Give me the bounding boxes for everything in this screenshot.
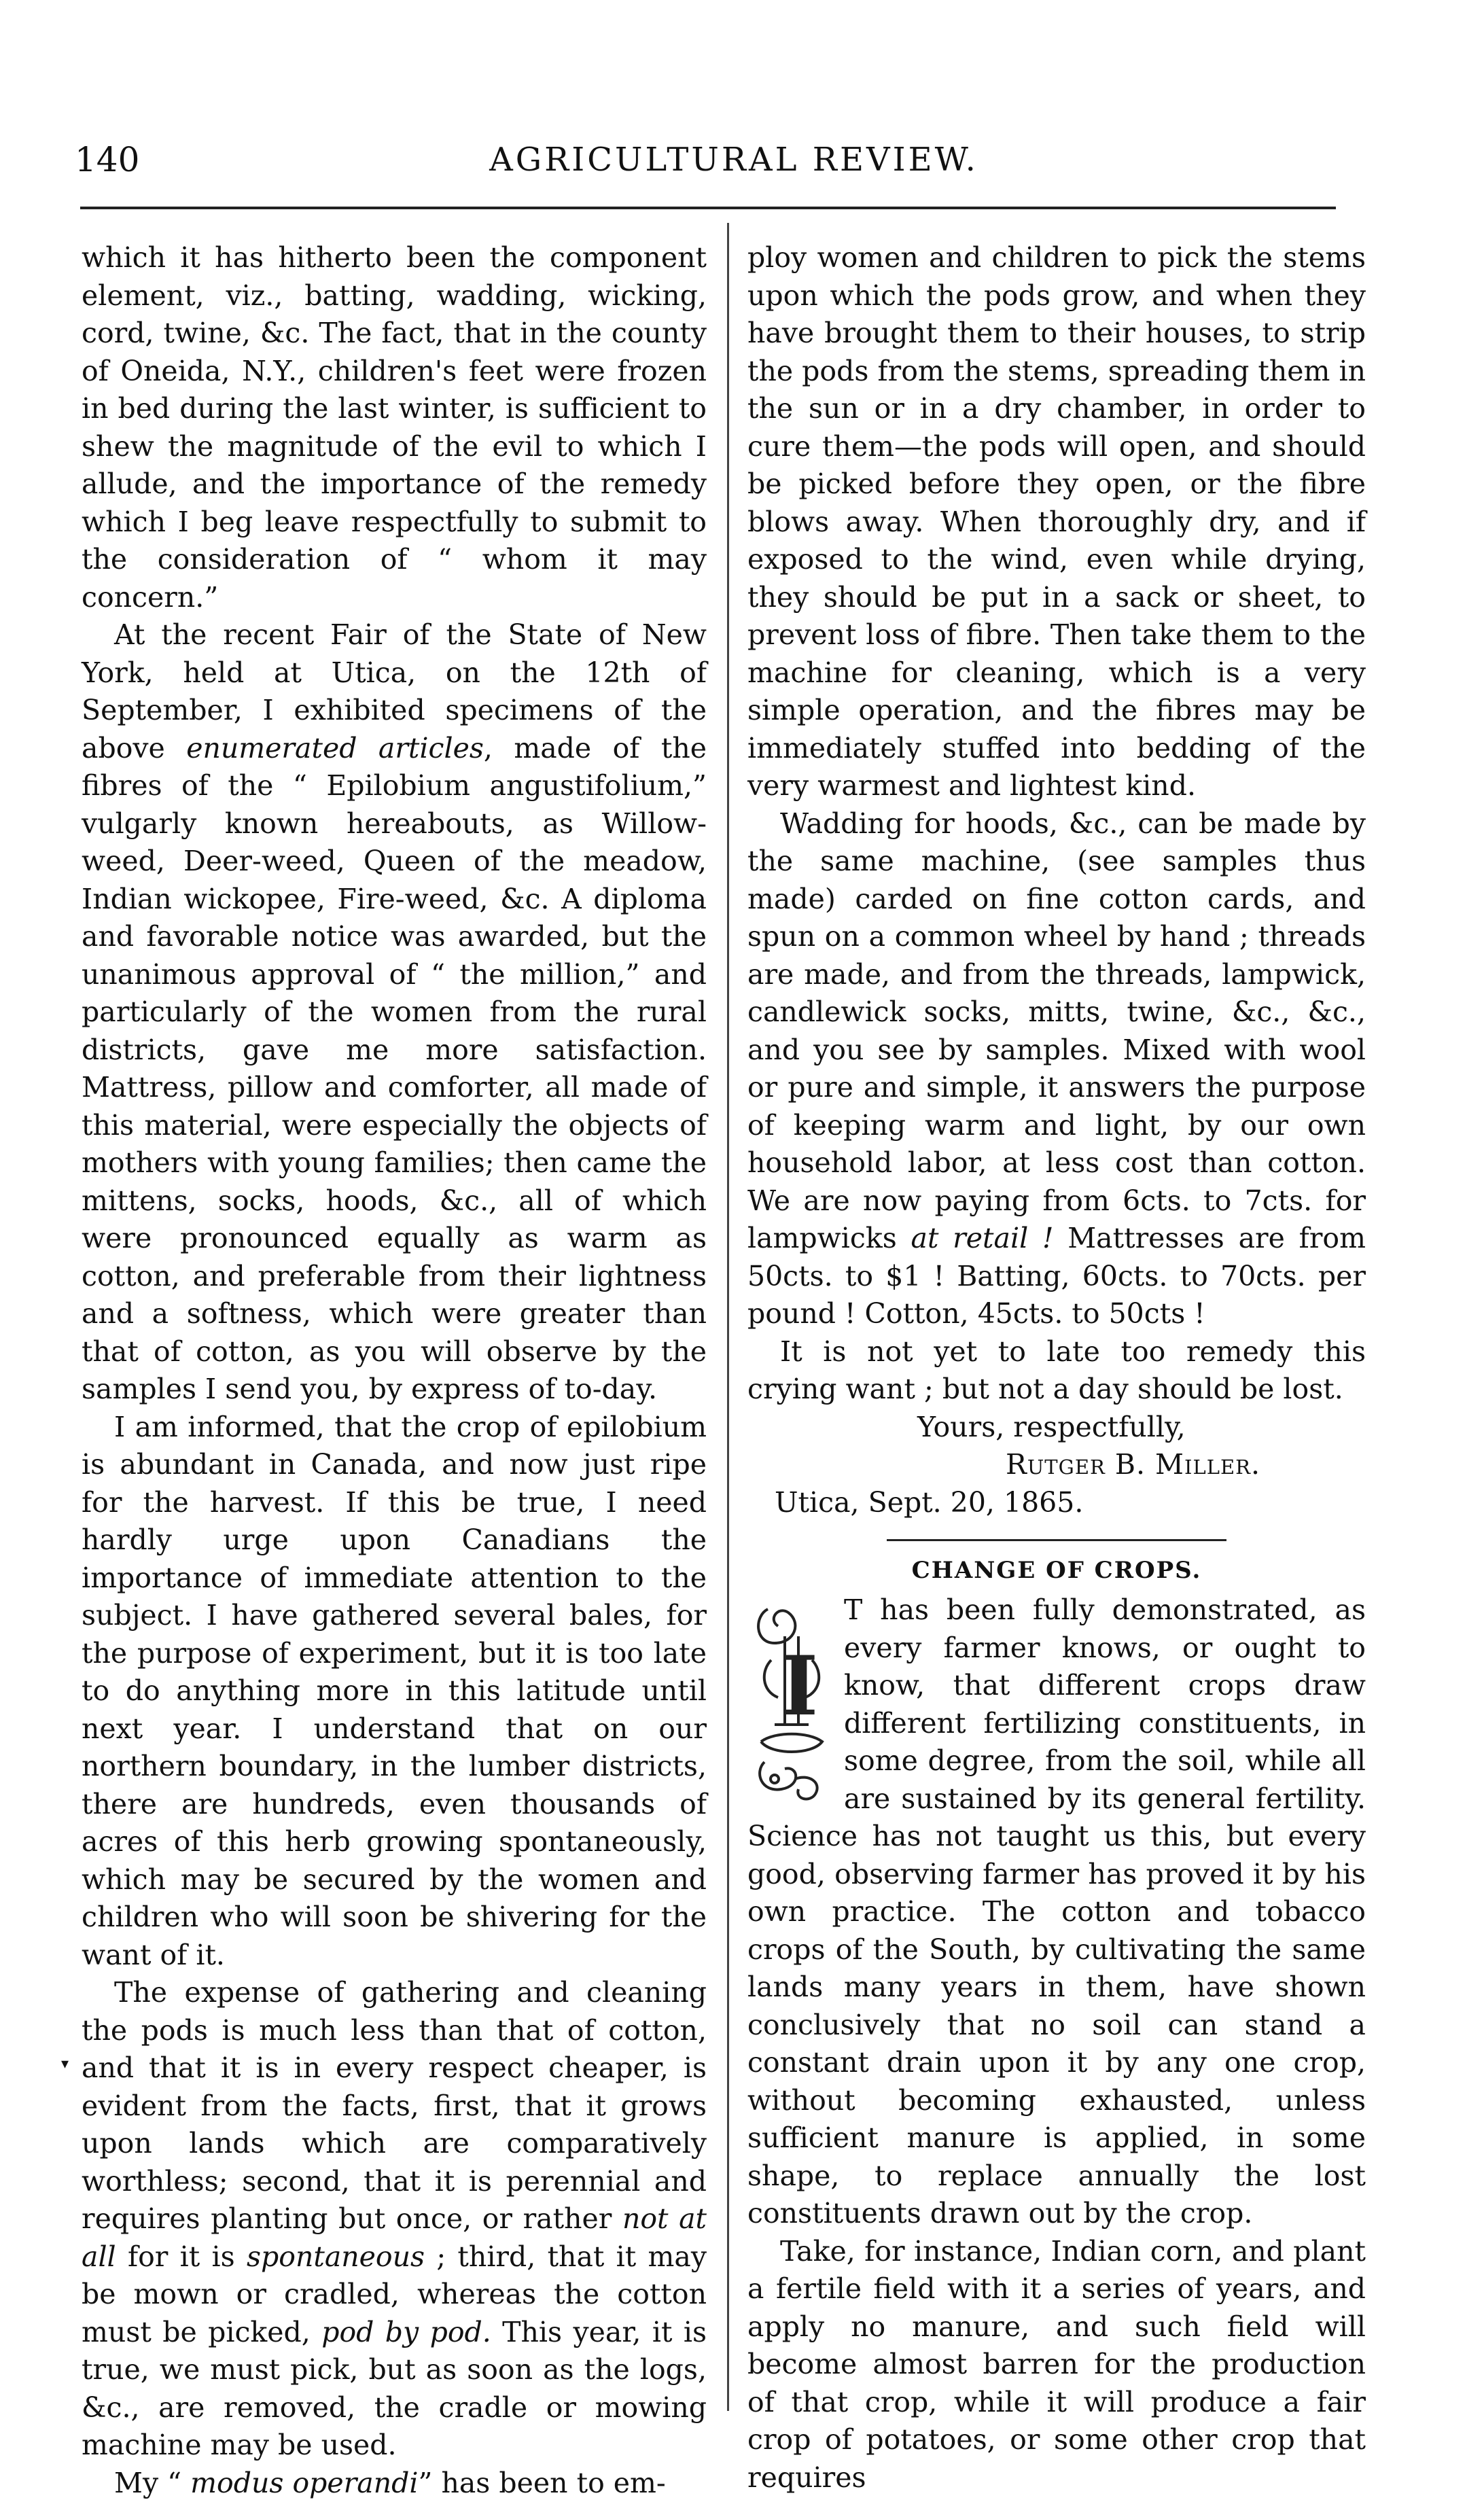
paragraph: Take, for instance, Indian corn, and plant a fertile field with it a series of years, and apply no manure, and such field will become almost barren for the production of that crop, while it will produce a fair crop of potatoes, or some other crop that requires bbox=[747, 2233, 1366, 2497]
paragraph-text: My “ bbox=[114, 2467, 190, 2499]
paragraph bbox=[82, 616, 707, 1409]
ornamental-dropcap-icon bbox=[747, 1596, 834, 1812]
letter-closing: Yours, respectfully, bbox=[747, 1409, 1366, 1447]
paragraph-text: The expense of gathering and cleaning the pods is much less than that of cotton, and that it is in every respect cheaper, is evident from the facts, first, that it grows upon lands which are comparatively worthless; second, that it is perennial and requires planting but once, or rather bbox=[82, 1976, 707, 2235]
paragraph: which it has hitherto been the component element, viz., batting, wadding, wicking, cord, twine, &c. The fact, that in the county of Oneida, N.Y., children's feet were frozen in bed during the last winter, is sufficient to shew the magnitude of the evil to which I allude, and the importance of the remedy which I beg leave respectfully to submit to the consideration of “ whom it may concern.” bbox=[82, 239, 707, 616]
dropcap-letter: I bbox=[780, 1638, 818, 1734]
left-column bbox=[82, 239, 707, 2434]
paragraph-text: Mattresses are from 50cts. to $1 ! Batting, 60cts. to 70cts. per pound ! Cotton, 45cts. to 50cts ! bbox=[747, 1222, 1366, 1330]
paragraph-text: Wadding for hoods, &c., can be made by the same machine, (see samples thus made) carded on fine cotton cards, and spun on a common wheel by hand ; threads are made, and from the threads, lampwick, candlewick socks, mitts, twine, &c., &c., and you see by samples. Mixed with wool or pure and simple, it answers the purpose of keeping warm and light, by our own household labor, at less cost than cotton. We are now paying from 6cts. to 7cts. for lampwicks bbox=[747, 807, 1366, 1255]
paragraph bbox=[747, 805, 1366, 1333]
paragraph: It is not yet to late too remedy this crying want ; but not a day should be lost. bbox=[747, 1333, 1366, 1409]
section-rule bbox=[887, 1539, 1226, 1541]
paragraph-text: ; third, that it may be mown or cradled, whereas the cotton must be picked, bbox=[82, 2240, 707, 2348]
italic-text: at retail ! bbox=[911, 1222, 1054, 1254]
paragraph: T has been fully demonstrated, as every farmer knows, or ought to know, that different crops draw different fertilizing constituents, in some degree, from the soil, while all are sustained by its general fertility. Science has not taught us this, but every good, observing farmer has proved it by his own practice. The cotton and tobacco crops of the South, by cultivating the same lands many years in them, have shown conclusively that no soil can stand a constant drain upon it by any one crop, without becoming exhausted, unless sufficient manure is applied, in some shape, to replace annually the lost constituents drawn out by the crop. bbox=[747, 1591, 1366, 2233]
section-title: CHANGE OF CROPS. bbox=[747, 1553, 1366, 1587]
letter-dateline: Utica, Sept. 20, 1865. bbox=[747, 1484, 1366, 1522]
column-divider bbox=[727, 223, 729, 2411]
italic-text: enumerated articles bbox=[186, 732, 484, 764]
paragraph: ploy women and children to pick the stems upon which the pods grow, and when they have brought them to their houses, to strip the pods from the stems, spreading them in the sun or in a dry chamber, in order to cure them—the pods will open, and should be picked before they open, or the fibre blows away. When thoroughly dry, and if exposed to the wind, even while drying, they should be put in a sack or sheet, to prevent loss of fibre. Then take them to the machine for cleaning, which is a very simple operation, and the fibres may be immediately stuffed into bedding of the very warmest and lightest kind. bbox=[747, 239, 1366, 805]
letter-signature: Rutger B. Miller. bbox=[747, 1446, 1366, 1484]
margin-mark: ▾ bbox=[61, 2056, 69, 2073]
paragraph-text: ” has been to em- bbox=[418, 2467, 665, 2499]
paragraph-text: At the recent Fair of the State of New York, held at Utica, on the 12th of September, I exhibited specimens of the above bbox=[82, 618, 707, 764]
header-rule bbox=[80, 207, 1336, 209]
paragraph-text: This year, it is true, we must pick, but as soon as the logs, &c., are removed, the cradle or mowing machine may be used. bbox=[82, 2316, 707, 2462]
paragraph bbox=[82, 2465, 707, 2502]
page-number: 140 bbox=[75, 139, 139, 180]
running-head: AGRICULTURAL REVIEW. bbox=[476, 139, 992, 180]
italic-text: not at all bbox=[82, 2202, 707, 2273]
right-column bbox=[747, 239, 1366, 2434]
paragraph-text: , made of the fibres of the “ Epilobium angustifolium,” vulgarly known hereabouts, as Willow-weed, Deer-weed, Queen of the meadow, Indian wickopee, Fire-weed, &c. A diploma and favorable notice was awarded, but the unanimous approval of “ the million,” and particularly of the women from the rural districts, gave me more satisfaction. Mattress, pillow and comforter, all made of this material, were especially the objects of mothers with young families; then came the mittens, socks, hoods, &c., all of which were pronounced equally as warm as cotton, and preferable from their lightness and a softness, which were greater than that of cotton, as you will observe by the samples I send you, by express of to-day. bbox=[82, 732, 707, 1406]
italic-text: modus operandi bbox=[190, 2467, 418, 2499]
paragraph: I am informed, that the crop of epilobium is abundant in Canada, and now just ripe for the harvest. If this be true, I need hardly urge upon Canadians the importance of immediate attention to the subject. I have gathered several bales, for the purpose of experiment, but it is too late to do anything more in this latitude until next year. I understand that on our northern boundary, in the lumber districts, there are hundreds, even thousands of acres of this herb growing spontaneously, which may be secured by the women and children who will soon be shivering for the want of it. bbox=[82, 1409, 707, 1975]
paragraph-text: for it is bbox=[116, 2240, 247, 2273]
italic-text: spontaneous bbox=[247, 2240, 425, 2273]
article-body bbox=[747, 1591, 1366, 2497]
paragraph bbox=[82, 1974, 707, 2465]
italic-text: pod by pod. bbox=[321, 2316, 491, 2348]
